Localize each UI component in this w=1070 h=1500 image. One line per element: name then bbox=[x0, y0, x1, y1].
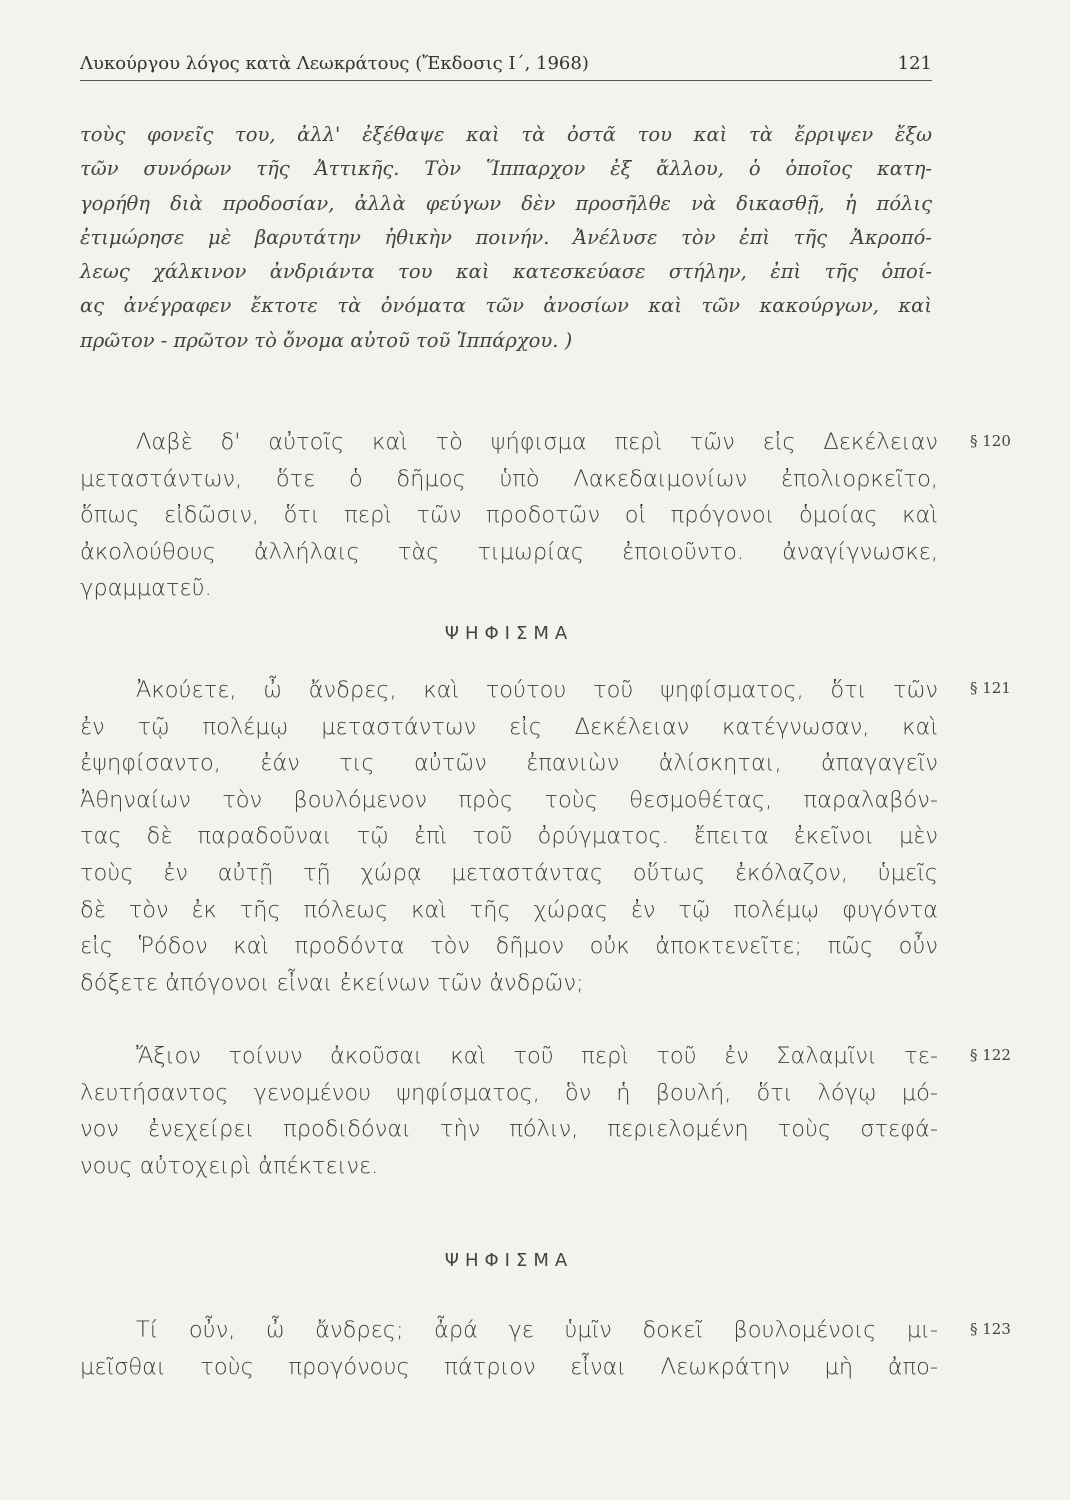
paragraph-123 bbox=[80, 1312, 938, 1385]
section-number-120: § 120 bbox=[970, 432, 1011, 450]
decree-heading: ΨΗΦΙΣΜΑ bbox=[444, 623, 574, 644]
text-line: ἐν τῷ πολέμῳ μεταστάντων εἰς Δεκέλειαν κατέγνωσαν, καὶ bbox=[80, 713, 938, 740]
text-line: ὅπως εἰδῶσιν, ὅτι περὶ τῶν προδοτῶν οἱ πρόγονοι ὁμοίας καὶ bbox=[80, 502, 938, 529]
decree-heading: ΨΗΦΙΣΜΑ bbox=[444, 1250, 574, 1271]
section-number-122: § 122 bbox=[970, 1046, 1011, 1064]
text-line: Ἀθηναίων τὸν βουλόμενον πρὸς τοὺς θεσμοθέτας, παραλαβόν- bbox=[80, 786, 938, 813]
paragraph-122 bbox=[80, 1038, 938, 1184]
text-line: τοὺς ἐν αὐτῇ τῇ χώρᾳ μεταστάντας οὕτως ἐκόλαζον, ὑμεῖς bbox=[80, 859, 938, 886]
text-line: μεῖσθαι τοὺς προγόνους πάτριον εἶναι Λεωκράτην μὴ ἀπο- bbox=[80, 1353, 938, 1380]
note-line: λεως χάλκινον ἀνδριάντα του καὶ κατεσκεύασε στήλην, ἐπὶ τῆς ὁποί- bbox=[80, 260, 932, 284]
text-line: γραμματεῦ. bbox=[80, 575, 212, 602]
text-line: λευτήσαντος γενομένου ψηφίσματος, ὃν ἡ βουλή, ὅτι λόγῳ μό- bbox=[80, 1079, 938, 1106]
note-line: πρῶτον - πρῶτον τὸ ὄνομα αὐτοῦ τοῦ Ἱππάρχου. ) bbox=[80, 328, 573, 352]
translation-note bbox=[80, 118, 932, 358]
text-line: Τί οὖν, ὦ ἄνδρες; ἆρά γε ὑμῖν δοκεῖ βουλομένοις μι- bbox=[136, 1317, 938, 1343]
text-line: μεταστάντων, ὅτε ὁ δῆμος ὑπὸ Λακεδαιμονίων ἐπολιορκεῖτο, bbox=[80, 465, 938, 492]
text-line: δόξετε ἀπόγονοι εἶναι ἐκείνων τῶν ἀνδρῶν; bbox=[80, 969, 584, 996]
text-line: Λαβὲ δ' αὐτοῖς καὶ τὸ ψήφισμα περὶ τῶν εἰς Δεκέλειαν bbox=[136, 429, 938, 455]
note-line: γορήθη διὰ προδοσίαν, ἀλλὰ φεύγων δὲν προσῆλθε νὰ δικασθῇ, ἡ πόλις bbox=[80, 191, 932, 215]
text-line: νον ἐνεχείρει προδιδόναι τὴν πόλιν, περιελομένη τοὺς στεφά- bbox=[80, 1116, 938, 1143]
text-line: εἰς Ῥόδον καὶ προδόντα τὸν δῆμον οὐκ ἀποκτενεῖτε; πῶς οὖν bbox=[80, 933, 938, 960]
text-line: νους αὐτοχειρὶ ἀπέκτεινε. bbox=[80, 1152, 379, 1179]
running-title: Λυκούργου λόγος κατὰ Λεωκράτους (Ἔκδοσις Ι΄, 1968) bbox=[80, 53, 589, 74]
running-header bbox=[80, 46, 932, 81]
text-line: δὲ τὸν ἐκ τῆς πόλεως καὶ τῆς χώρας ἐν τῷ πολέμῳ φυγόντα bbox=[80, 896, 938, 923]
text-line: τας δὲ παραδοῦναι τῷ ἐπὶ τοῦ ὀρύγματος. ἔπειτα ἐκεῖνοι μὲν bbox=[80, 823, 938, 850]
paragraph-120 bbox=[80, 424, 938, 607]
note-line: ας ἀνέγραφεν ἔκτοτε τὰ ὀνόματα τῶν ἀνοσίων καὶ τῶν κακούργων, καὶ bbox=[80, 294, 932, 318]
text-line: Ἄξιον τοίνυν ἀκοῦσαι καὶ τοῦ περὶ τοῦ ἐν Σαλαμῖνι τε- bbox=[136, 1043, 938, 1069]
section-number-121: § 121 bbox=[970, 679, 1011, 697]
note-line: τῶν συνόρων τῆς Ἀττικῆς. Τὸν Ἵππαρχον ἐξ ἄλλου, ὁ ὁποῖος κατη- bbox=[80, 157, 932, 181]
section-number-123: § 123 bbox=[970, 1320, 1011, 1338]
page-number: 121 bbox=[897, 53, 932, 74]
text-line: ἀκολούθους ἀλλήλαις τὰς τιμωρίας ἐποιοῦντο. ἀναγίγνωσκε, bbox=[80, 538, 938, 565]
note-line: τοὺς φονεῖς του, ἀλλ' ἐξέθαψε καὶ τὰ ὀστᾶ του καὶ τὰ ἔρριψεν ἔξω bbox=[80, 123, 932, 146]
text-line: Ἀκούετε, ὦ ἄνδρες, καὶ τούτου τοῦ ψηφίσματος, ὅτι τῶν bbox=[136, 677, 938, 703]
paragraph-121 bbox=[80, 672, 938, 1001]
note-line: ἐτιμώρησε μὲ βαρυτάτην ἠθικὴν ποινήν. Ἀνέλυσε τὸν ἐπὶ τῆς Ἀκροπό- bbox=[80, 225, 932, 249]
text-line: ἐψηφίσαντο, ἐάν τις αὐτῶν ἐπανιὼν ἁλίσκηται, ἀπαγαγεῖν bbox=[80, 750, 938, 777]
